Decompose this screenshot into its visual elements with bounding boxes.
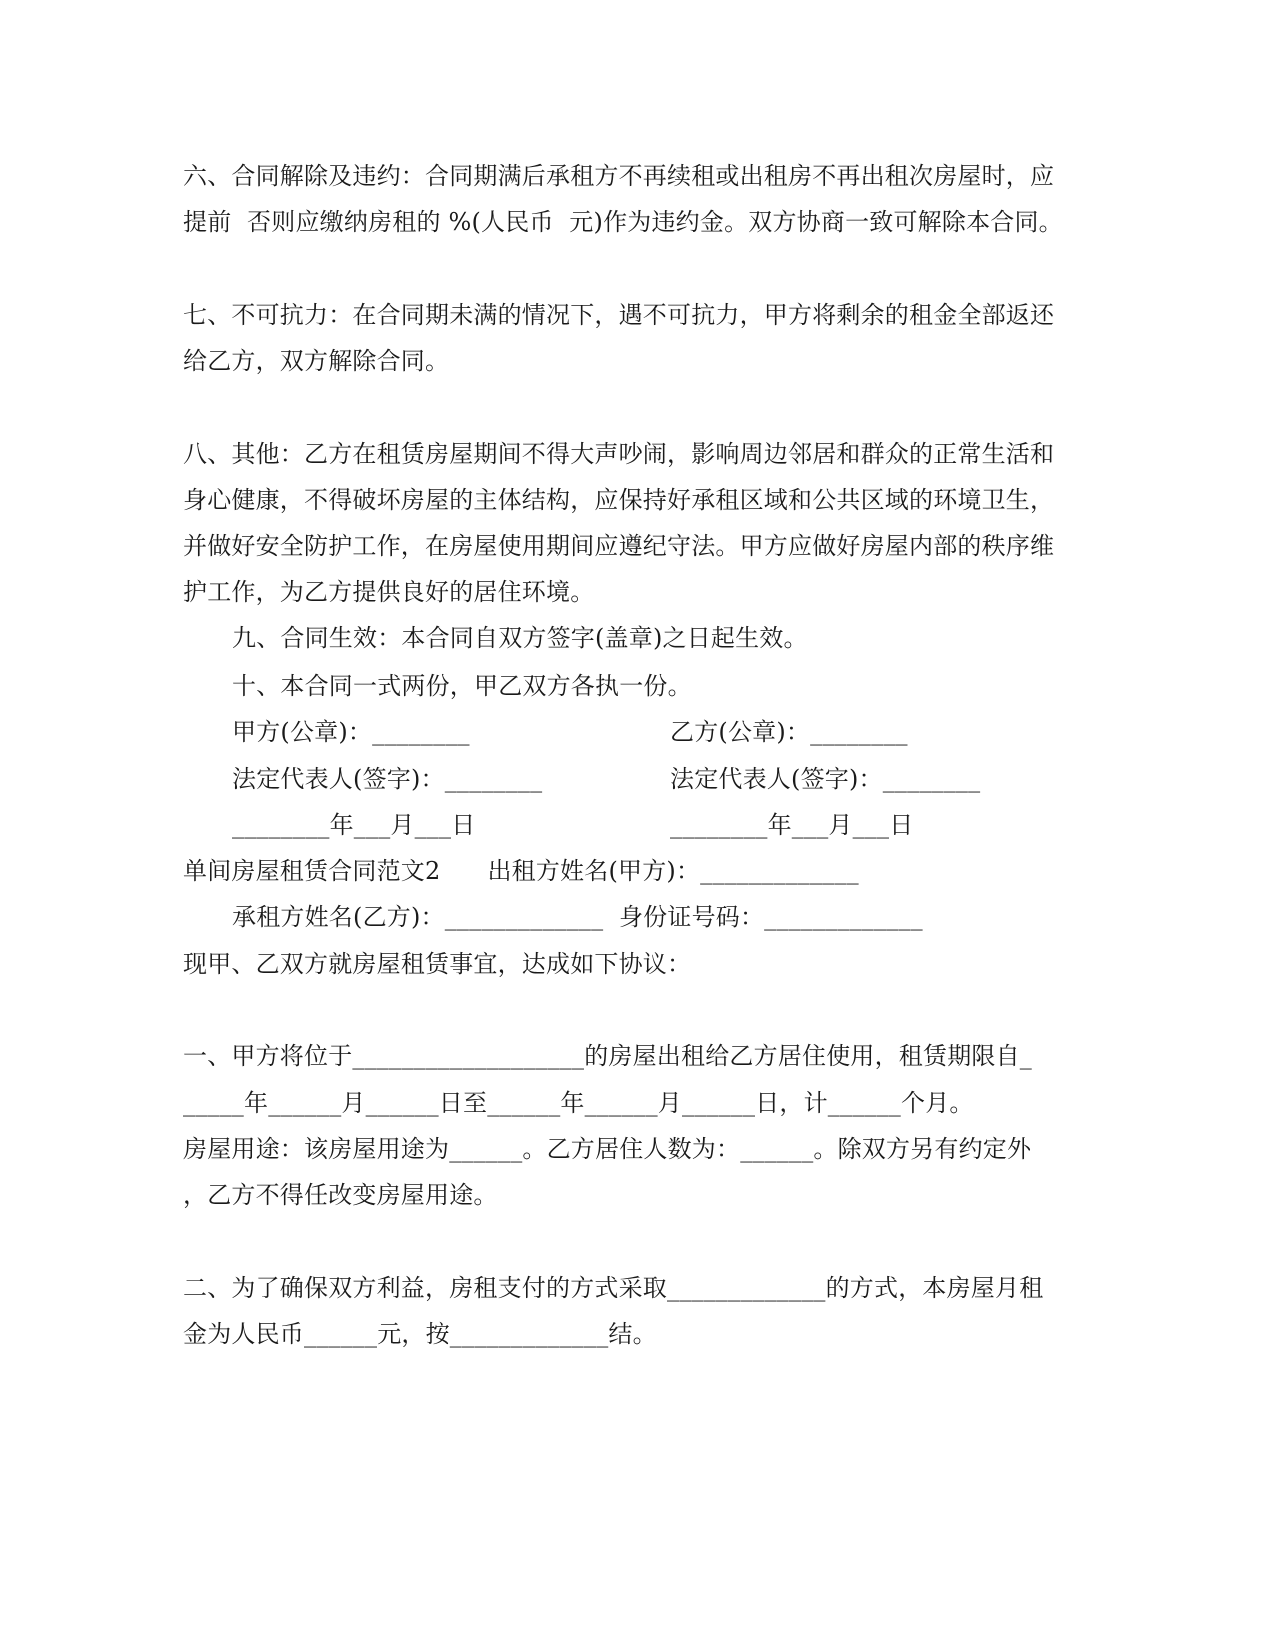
party-b-date: ________年___月___日: [670, 811, 914, 839]
contract2-clause-1-line-2: _____年______月______日至______年______月______日，计______个月。: [183, 1089, 974, 1117]
contract2-clause-1-line-1: 一、甲方将位于___________________的房屋出租给乙方居住使用，租赁期限自_: [183, 1042, 1032, 1070]
contract2-clause-2-line-2: 金为人民币______元，按_____________结。: [183, 1320, 657, 1348]
clause-6-line-1: 六、合同解除及违约：合同期满后承租方不再续租或出租房不再出租次房屋时，应: [183, 162, 1055, 190]
party-a-seal: 甲方(公章)：________: [232, 718, 470, 746]
contract2-clause-1-line-3: 房屋用途：该房屋用途为______。乙方居住人数为：______。除双方另有约定外: [183, 1135, 1032, 1163]
clause-8-line-4: 护工作，为乙方提供良好的居住环境。: [183, 578, 595, 606]
clause-10: 十、本合同一式两份，甲乙双方各执一份。: [232, 672, 692, 700]
clause-7-line-1: 七、不可抗力：在合同期未满的情况下，遇不可抗力，甲方将剩余的租金全部返还: [183, 301, 1055, 329]
clause-6-line-2: 提前 否则应缴纳房租的 %(人民币 元)作为违约金。双方协商一致可解除本合同。: [183, 208, 1063, 236]
party-b-seal: 乙方(公章)：________: [670, 718, 908, 746]
clause-7-line-2: 给乙方，双方解除合同。: [183, 347, 450, 375]
clause-8-line-2: 身心健康，不得破坏房屋的主体结构，应保持好承租区域和公共区域的环境卫生，: [183, 486, 1055, 514]
clause-8-line-1: 八、其他：乙方在租赁房屋期间不得大声吵闹，影响周边邻居和群众的正常生活和: [183, 440, 1055, 468]
agreement-intro: 现甲、乙双方就房屋租赁事宜，达成如下协议：: [183, 950, 692, 978]
clause-8-line-3: 并做好安全防护工作，在房屋使用期间应遵纪守法。甲方应做好房屋内部的秩序维: [183, 532, 1055, 560]
contract2-clause-2-line-1: 二、为了确保双方利益，房租支付的方式采取_____________的方式，本房屋月租: [183, 1274, 1044, 1302]
tenant-line: 承租方姓名(乙方)：_____________ 身份证号码：_____________: [232, 903, 923, 931]
clause-9: 九、合同生效：本合同自双方签字(盖章)之日起生效。: [232, 624, 808, 652]
contract2-clause-1-line-4: ，乙方不得任改变房屋用途。: [183, 1181, 498, 1209]
party-a-representative: 法定代表人(签字)：________: [232, 765, 543, 793]
party-b-representative: 法定代表人(签字)：________: [670, 765, 981, 793]
second-contract-title: 单间房屋租赁合同范文2 出租方姓名(甲方)：_____________: [183, 857, 859, 885]
party-a-date: ________年___月___日: [232, 811, 476, 839]
